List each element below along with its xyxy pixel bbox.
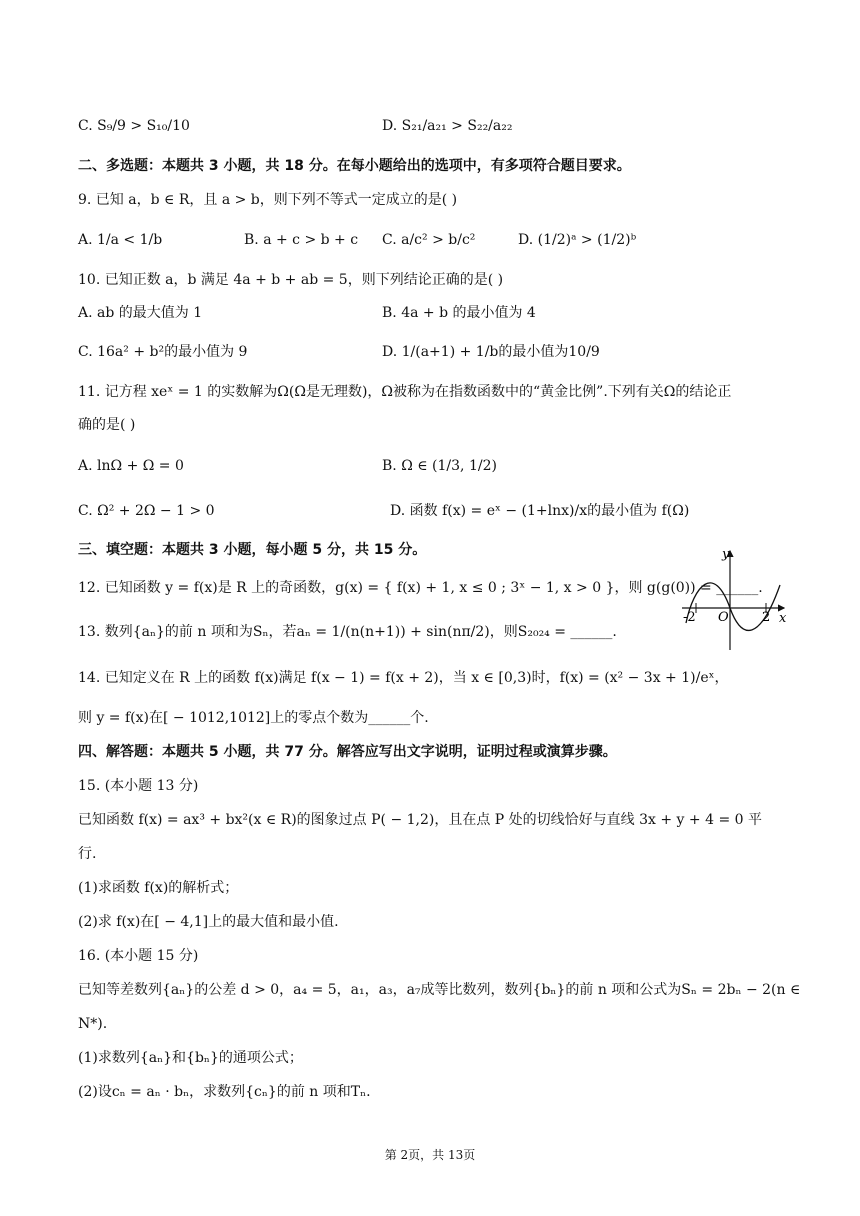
question-15-part-1: (1)求函数 f(x)的解析式；: [78, 880, 239, 896]
question-16-part-2: (2)设cₙ = aₙ · bₙ，求数列{cₙ}的前 n 项和Tₙ.: [78, 1084, 371, 1100]
option-10d: D. 1/(a+1) + 1/b的最小值为10/9: [382, 344, 600, 360]
option-10c: C. 16a² + b²的最小值为 9: [78, 344, 248, 360]
section-3-heading: 三、填空题：本题共 3 小题，每小题 5 分，共 15 分。: [78, 542, 427, 558]
option-9b: B. a + c > b + c: [244, 232, 359, 248]
option-11d: D. 函数 f(x) = eˣ − (1+lnx)/x的最小值为 f(Ω): [390, 503, 690, 519]
question-15-line-1: 已知函数 f(x) = ax³ + bx²(x ∈ R)的图象过点 P( − 1,2)，且在点 P 处的切线恰好与直线 3x + y + 4 = 0 平: [78, 812, 762, 828]
question-15-line-2: 行.: [78, 846, 97, 862]
option-11b: B. Ω ∈ (1/3, 1/2): [382, 458, 497, 474]
question-11-line-1: 11. 记方程 xeˣ = 1 的实数解为Ω(Ω是无理数)，Ω被称为在指数函数中的“黄金比例”.下列有关Ω的结论正: [78, 384, 732, 400]
option-8d: D. S₂₁/a₂₁ > S₂₂/a₂₂: [382, 118, 513, 134]
question-11-line-2: 确的是( ): [78, 417, 136, 433]
question-14-line-2: 则 y = f(x)在[ − 1012,1012]上的零点个数为______个.: [78, 710, 429, 726]
question-16-line-2: N*).: [78, 1016, 108, 1032]
option-9c: C. a/c² > b/c²: [382, 232, 476, 248]
question-10: 10. 已知正数 a，b 满足 4a + b + ab = 5，则下列结论正确的是( ): [78, 272, 504, 288]
question-16-part-1: (1)求数列{aₙ}和{bₙ}的通项公式；: [78, 1050, 303, 1066]
y-axis-label: y: [722, 547, 730, 562]
option-11a: A. lnΩ + Ω = 0: [78, 458, 184, 474]
question-13: 13. 数列{aₙ}的前 n 项和为Sₙ，若aₙ = 1/(n(n+1)) + sin(nπ/2)，则S₂₀₂₄ = ______.: [78, 624, 617, 640]
section-4-heading: 四、解答题：本题共 5 小题，共 77 分。解答应写出文字说明，证明过程或演算步骤。: [78, 744, 617, 760]
x-axis-label: x: [779, 611, 787, 626]
neg-tick-label: -2: [683, 610, 696, 625]
question-15-heading: 15. (本小题 13 分): [78, 778, 199, 794]
question-9: 9. 已知 a，b ∈ R，且 a > b，则下列不等式一定成立的是( ): [78, 192, 458, 208]
question-16-line-1: 已知等差数列{aₙ}的公差 d > 0，a₄ = 5，a₁，a₃，a₇成等比数列，数列{bₙ}的前 n 项和公式为Sₙ = 2bₙ − 2(n ∈: [78, 982, 801, 998]
option-10a: A. ab 的最大值为 1: [78, 305, 203, 321]
question-15-part-2: (2)求 f(x)在[ − 4,1]上的最大值和最小值.: [78, 914, 339, 930]
origin-label: O: [718, 610, 729, 625]
section-2-heading: 二、多选题：本题共 3 小题，共 18 分。在每小题给出的选项中，有多项符合题目要求。: [78, 158, 631, 174]
question-12: 12. 已知函数 y = f(x)是 R 上的奇函数，g(x) = { f(x) + 1, x ≤ 0 ; 3ˣ − 1, x > 0 }，则 g(g(0)) = ______.: [78, 580, 763, 596]
pos-tick-label: 2: [762, 610, 771, 625]
option-9a: A. 1/a < 1/b: [78, 232, 163, 248]
option-10b: B. 4a + b 的最小值为 4: [382, 305, 536, 321]
option-9d: D. (1/2)ᵃ > (1/2)ᵇ: [518, 232, 637, 248]
option-11c: C. Ω² + 2Ω − 1 > 0: [78, 503, 215, 519]
option-8c: C. S₉/9 > S₁₀/10: [78, 118, 190, 134]
function-graph: [680, 545, 790, 653]
page-footer: 第 2页，共 13页: [384, 1148, 476, 1162]
question-16-heading: 16. (本小题 15 分): [78, 948, 199, 964]
question-14-line-1: 14. 已知定义在 R 上的函数 f(x)满足 f(x − 1) = f(x + 2)，当 x ∈ [0,3)时，f(x) = (x² − 3x + 1)/eˣ，: [78, 670, 729, 686]
